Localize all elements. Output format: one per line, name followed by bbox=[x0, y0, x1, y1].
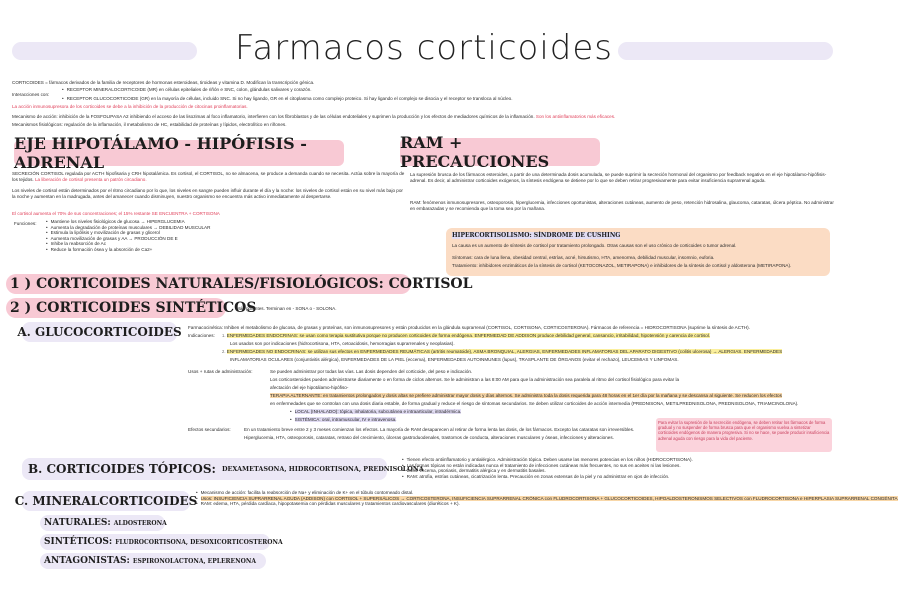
cushing-box bbox=[446, 228, 830, 276]
cushing-treatment: Tratamiento: inhibidores enzimáticos de la síntesis de cortisol (KETOCONAZOL, METIRAPONA) e inhibidores de la síntesis de cortisol y aldosterona (METIRAPONA). bbox=[452, 263, 792, 268]
ram-header: RAM + PRECAUCIONES bbox=[400, 138, 600, 166]
gluco-side-label: Efectos secundarios: bbox=[188, 427, 231, 432]
gluco-routes-5: en enfermedades que se controlan con una dosis diaria estable, de forma gradual y reduce el riesgo de síntomas secundarios. Se deben utilizar corticoides de acción intermedia (PREDNISONA, METILPREDNISOLONA, PREDNISOLONA, TRIAMCINOLONA). bbox=[270, 401, 799, 406]
gluco-local: • LOCAL (INHALADO): tópica, inhalatoria, subcutánea e intraarticular, intradérmica. bbox=[290, 409, 836, 415]
title-banner-right bbox=[618, 42, 833, 60]
gluco-routes-3: afectación del eje hipotálamo-hipófiso- bbox=[270, 385, 349, 390]
gluco-ind-1: 1. ENFERMEDADES ENDOCRINAS: se usan como terapia sustitutiva porque no producen corticoides de forma endógena. ENFERMEDAD DE ADDISON produce debilidad general, cansancio, irritabilidad, hipotensión y carencia de cortisol. bbox=[222, 333, 711, 338]
mineral-list bbox=[196, 490, 898, 507]
ram-para-1: La supresión brusca de los fármacos esteroides, a partir de una determinada dosis acumulada, se puede suprimir la secreción hormonal del organismo por feedback negativo en el eje hipotálamo-hipófisis-adrenal. Es decir, al administrar corticoides exógenos, la síntesis endógena se detiene por lo que se deben retirar progresivamente para evitar insuficiencia suprarrenal aguda. bbox=[410, 172, 827, 183]
eje-header: EJE HIPOTÁLAMO - HIPÓFISIS - ADRENAL bbox=[14, 140, 344, 166]
eje-para-2: Los niveles de cortisol están determinados por el ritmo circadiano por lo que, los niveles en sangre pueden influir durante el día y la noche: los niveles de cortisol están en su nivel más bajo por la noche y aumentan en la madrugada, antes del amanecer cuando disminuyen, nuestro organismo se encuentra más activo inmediatamente al despertarse. bbox=[12, 188, 403, 199]
eje-effects-label: Funciones: bbox=[14, 221, 37, 226]
eje-para-1: SECRECIÓN CORTISOL regulada por ACTH hipofisaria y CRH hipotalámica. Es cortisol, el CORTISOL, no se almacena, se produce a demanda cuando se necesita. Actúa sobre la mayoría de los tejidos. La liberación de cortisol presenta un patrón circadiano. bbox=[12, 171, 405, 182]
intro-line: CORTICOIDES = fármacos derivados de la familia de receptores de hormonas esteroideas, tiroideas y vitamina D. Modifican la transcripción génica. bbox=[12, 80, 315, 85]
list-item: • Mecanismo de acción: facilita la reabsorción de Na+ y eliminación de K+ en el túbulo contorneado distal. bbox=[196, 490, 836, 496]
list-item: • RAM: edema, HTA, pérdida cardíaca, hipopotasemia con pérdidas musculares y tratamientos cardiovasculares (diuréticos + K). bbox=[196, 501, 836, 507]
gluco-routes-label: Usos + rutas de administración: bbox=[188, 369, 253, 374]
list-item: • Aumenta la degradación de proteínas musculares → DEBILIDAD MUSCULAR bbox=[46, 225, 406, 231]
gluco-routes-1: Se pueden administrar por todas las vías. Las dosis dependen del corticoide, del peso e indicación. bbox=[270, 369, 473, 374]
topicos-list bbox=[402, 457, 834, 479]
section-naturales: 1 ) CORTICOIDES NATURALES/FISIOLÓGICOS: CORTISOL bbox=[6, 274, 411, 294]
list-item: • Usos: INSUFICIENCIA SUPRARRENAL AGUDA (ADDISON) con CORTISOL + SUPERSÁLICOS → CORTICOSTERONA, INSUFICIENCIA SUPRARRENAL CRÓNICA con FLUDROCORTISONA + GLUCOCORTICOIDES, HIPOALDOSTERONISMOS SELECTIVOS con FLUDROCORTISONA e HIPERPLASIA SUPRARRENAL CONGÉNITA bbox=[196, 496, 836, 502]
gluco-side-note: Para evitar la supresión de la secreción endógena, se deben retirar los fármacos de forma gradual y no suspender de forma brusca para que el organismo vuelva a sintetizar corticoides endógenos de manera progresiva. Si no se hace, se puede producir insuficiencia adrenal aguda con riesgo para la vida del paciente. bbox=[656, 418, 832, 452]
ram-para-2: RAM: fenómenos inmunosupresores, osteoporosis, hiperglucemia, infecciones oportunistas, alteraciones cutáneas, aumento de peso, retención hidrosalina, glaucoma, cataratas, úlcera péptica. No administrar en embarazadas y se recomienda que la toma sea por la mañana. bbox=[410, 200, 834, 211]
receptor-mr: • RECEPTOR MINERALOCORTICOIDE (MR) en células epiteliales de riñón e SNC, colon, glándulas salivares y corazón. bbox=[62, 87, 832, 93]
title-banner-left bbox=[12, 42, 197, 60]
mineral-header: C. MINERALCORTICOIDES bbox=[22, 491, 190, 511]
intro-mechanism: Mecanismo de acción: inhibición de la FOSFOLIPASA A2 inhibiendo el acceso de las lisozimas al foco inflamatorio, interfieren con los fibroblastos y de las células endoteliales y suprimen la producción y los efectos de mediadores químicos de la inflamación. Son los antiinflamatorios más eficaces. bbox=[12, 114, 616, 119]
list-item: • RAM: atrofia, estrías cutáneas, cicatrización lenta. Precaución en zonas extensas de la piel y no administrar en ojos de infección. bbox=[402, 474, 834, 480]
gluco-ind-2: 2. ENFERMEDADES NO ENDOCRINAS: se utilizan sus efectos en ENFERMEDADES REUMÁTICAS (artritis reumatoide), ASMA BRONQUIAL, ALERGIAS, ENFERMEDADES INFLAMATORIAS DEL APARATO DIGESTIVO (colitis ulcerosa) → ALERGIAS. ENFERMEDADES bbox=[222, 349, 783, 354]
list-item: • Tienen efecto antiinflamatorio y antialérgico. Administración tópica. Deben usarse las menores potencias en los niños (HIDROCORTISONA). bbox=[402, 457, 834, 463]
list-item: • Usos: eccema, psoriasis, dermatitis alérgica y en dermatitis basales. bbox=[402, 468, 834, 474]
topicos-header: B. CORTICOIDES TÓPICOS: bbox=[28, 462, 216, 476]
cushing-header: HIPERCORTISOLISMO: SÍNDROME DE CUSHING bbox=[452, 232, 621, 239]
gluco-header: A. GLUCOCORTICOIDES bbox=[22, 322, 177, 342]
mineral-sinteticos: SINTÉTICOS: FLUDROCORTISONA, DESOXICORTICOSTERONA bbox=[40, 534, 270, 550]
gluco-indications-label: Indicaciones: bbox=[188, 333, 215, 338]
gluco-pharm: Farmacocinética: Inhiben el metabolismo de glucosa, de grasas y proteínas, son inmunosupresores y están producidos en la glándula suprarrenal (CORTISOL, CORTISONA, CORTICOSTERONA). Fármacos de referencia = HIDROCORTISONA (suprime la síntesis de ACTH). bbox=[188, 325, 750, 330]
intro-physiological: Mecanismos fisiológicos: regulación de la inflamación, il metabolismo de HC, estabilidad de proteínas y lípidos, electrolítico en riñones. bbox=[12, 122, 287, 127]
gluco-ind-2b: INFLAMATORIAS OCULARES (conjuntivitis alérgica), ENFERMEDADES DE LA PIEL (eccema), ENFERMEDADES AUTOINMUNES (lupus), TRASPLANTE DE ÓRGANOS (evitar el rechazo), LEUCEMIAS Y LINFOMAS. bbox=[230, 357, 679, 362]
sinteticos-note: Más potentes. Terminan en - SONA o - SOLONA. bbox=[236, 306, 337, 311]
gluco-side-2: Hiperglucemia, HTA, osteoporosis, cataratas, retraso del crecimiento, úlceras gastroduodenales, trastornos de conducta, alteraciones musculares y óseas, infecciones y alteraciones. bbox=[244, 435, 614, 440]
cushing-cause: La causa es un aumento de síntesis de cortisol por tratamiento prolongado. Otras causas son el uso crónico de corticoides o tumor adrenal. bbox=[452, 243, 737, 248]
gluco-systemic: • SISTÉMICA: oral, intramuscular, IV e intravenosa. bbox=[290, 417, 836, 423]
eje-effects-list bbox=[46, 219, 406, 253]
list-item: • Aumenta movilización de grasas y AA → PRODUCCIÓN DE E bbox=[46, 236, 406, 242]
gluco-ind-1b: Los usados son por indicaciones (hidrocortisona, HTA, cetoacidosis, hemorragias suprarrenales y neoplasias). bbox=[230, 341, 455, 346]
page-title: Farmacos corticoides bbox=[234, 28, 614, 68]
receptor-gr: • RECEPTOR GLUCOCORTICOIDE (GR) en la mayoría de células, incluido SNC. Si no hay ligando, GR en el citoplasma como complejo proteico. Si hay ligando el complejo se disocia y el receptor se transloca al núcleo. bbox=[62, 96, 832, 102]
section-sinteticos: 2 ) CORTICOIDES SINTÉTICOS bbox=[6, 298, 226, 318]
mineral-antagonistas: ANTAGONISTAS: ESPIRONOLACTONA, EPLERENONA bbox=[40, 553, 266, 569]
mineral-naturales: NATURALES: ALDOSTERONA bbox=[40, 515, 165, 531]
list-item: • Estimula la lipólisis y movilización de grasas y glicerol bbox=[46, 230, 406, 236]
topicos-header-box bbox=[22, 458, 424, 480]
list-item: • Mantiene los niveles fisiológicos de glucosa → HIPERGLUCEMIA bbox=[46, 219, 406, 225]
intro-red-note: La acción inmunosupresora de los corticoides se debe a la inhibición de la producción de citocinas proinflamatorias. bbox=[12, 104, 248, 109]
list-item: • Inhibe la reabsorción de Ac bbox=[46, 241, 406, 247]
gluco-routes-2: Los corticosteroides pueden administrarse diariamente o en forma de ciclos alternos. Se le administran a las 8:00 AM para que la administración sea paralela al ritmo del cortisol fisiológico para evitar la bbox=[270, 377, 680, 382]
gluco-routes-4: TERAPIA ALTERNANTE: en tratamientos prolongados y dosis altas se prefiere administrar mayor dosis y días alternos. Se administra toda la dosis requerida para 48 horas en el 1er día por la mañana y se descansa al siguiente. Se reducen los efectos bbox=[270, 393, 782, 398]
cushing-symptoms: Síntomas: cara de luna llena, obesidad central, estrías, acné, hirsutismo, HTA, amenorrea, debilidad muscular, insomnio, euforia. bbox=[452, 255, 715, 260]
topicos-drugs: DEXAMETASONA, HIDROCORTISONA, PREDNISOLONA bbox=[221, 465, 424, 473]
list-item: • Las formas tópicas no están indicadas nunca el tratamiento de infecciones cutáneas más frecuentes, no sus en aceites ni las lesiones. bbox=[402, 463, 834, 469]
receptors-label: Interacciones con: bbox=[12, 92, 50, 97]
eje-red-note: El cortisol aumenta el 70% de sus concentraciones; el 15% restante SE ENCUENTRA + CORTISONA bbox=[12, 211, 220, 216]
list-item: • Reduce la formación ósea y la absorción de Ca2+ bbox=[46, 247, 406, 253]
gluco-side-1: En un tratamiento breve entre 2 y 3 meses comienzan los efectos. La mayoría de RAM desaparecen al retirar de forma lenta las dosis, de los fármacos. Excepto las cataratas son irreversibles. bbox=[244, 427, 635, 432]
